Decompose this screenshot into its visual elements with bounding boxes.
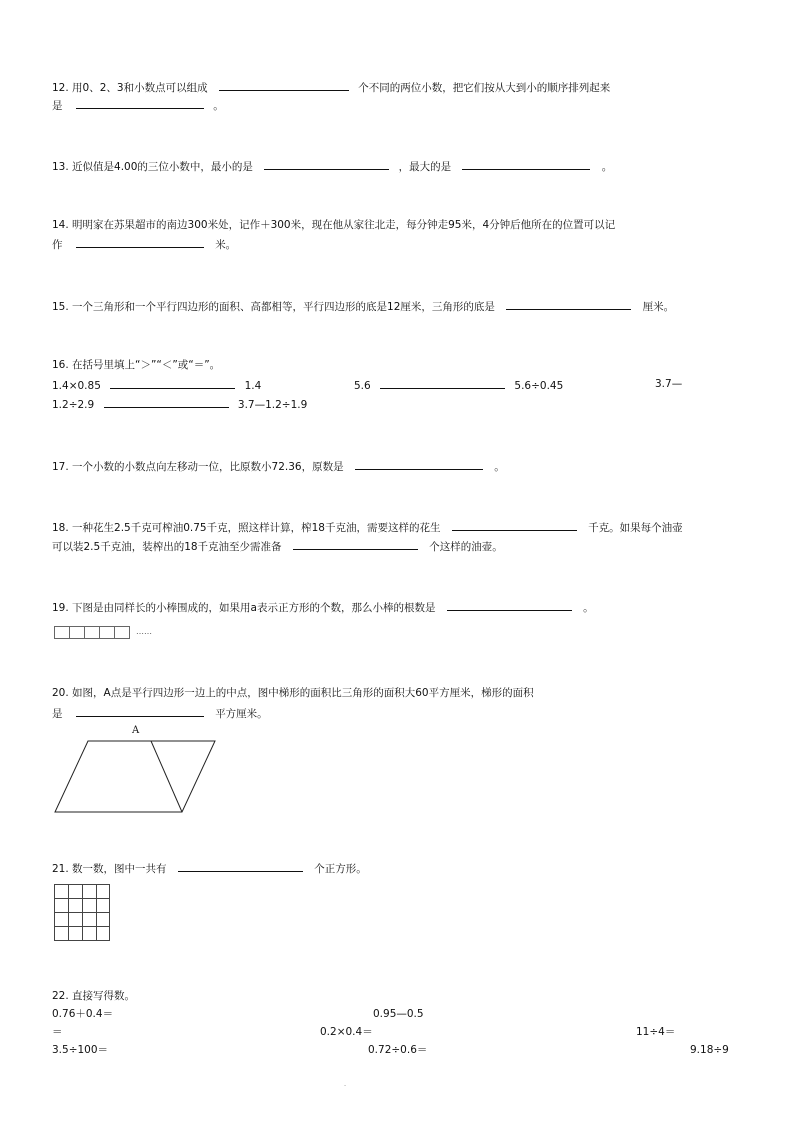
q21-text: 21. 数一数，图中一共有 xyxy=(52,863,167,875)
question-20-line1 xyxy=(52,686,534,700)
q15-text: 15. 一个三角形和一个平行四边形的面积、高都相等，平行四边形的底是12厘米，三角形的底是 xyxy=(52,301,495,313)
answer-blank[interactable] xyxy=(293,538,418,550)
question-19 xyxy=(52,599,594,615)
calc-item: 3.5÷100＝ xyxy=(52,1044,109,1056)
calc-item: 0.76＋0.4＝ xyxy=(52,1008,114,1020)
question-22-title: 22. 直接写得数。 xyxy=(52,990,136,1002)
answer-blank[interactable] xyxy=(110,377,235,389)
q16-expr: 1.4 xyxy=(244,380,262,392)
answer-blank[interactable] xyxy=(76,97,204,109)
q12-text: 12. 用0、2、3和小数点可以组成 xyxy=(52,82,208,94)
q16-expr: 5.6÷0.45 xyxy=(514,380,564,392)
answer-blank[interactable] xyxy=(452,519,577,531)
calc-item: 0.2×0.4＝ xyxy=(320,1026,373,1038)
q17-text: 17. 一个小数的小数点向左移动一位，比原数小72.36，原数是 xyxy=(52,461,344,473)
question-18-line1 xyxy=(52,519,683,535)
answer-blank[interactable] xyxy=(264,158,389,170)
answer-blank[interactable] xyxy=(462,158,590,170)
question-14-line1 xyxy=(52,218,615,232)
question-12-line1 xyxy=(52,79,610,95)
comparison-b xyxy=(354,377,563,393)
q18-text: 可以装2.5千克油，装榨出的18千克油至少需准备 xyxy=(52,541,282,553)
point-a-label: A xyxy=(132,725,140,736)
question-17 xyxy=(52,458,505,474)
answer-blank[interactable] xyxy=(178,860,303,872)
q18-text: 千克。如果每个油壶 xyxy=(588,522,683,534)
question-16-title: 16. 在括号里填上“＞”“＜”或“＝”。 xyxy=(52,359,221,371)
q16-expr: 5.6 xyxy=(354,380,371,392)
q18-text: 个这样的油壶。 xyxy=(429,541,503,553)
square-grid-figure xyxy=(54,884,114,946)
answer-blank[interactable] xyxy=(380,377,505,389)
q14-text: 作 xyxy=(52,239,63,251)
calc-item: 9.18÷9 xyxy=(690,1044,729,1056)
q15-text: 厘米。 xyxy=(642,301,675,313)
q12-text: 个不同的两位小数，把它们按从大到小的顺序排列起来 xyxy=(358,82,611,94)
answer-blank[interactable] xyxy=(76,705,204,717)
answer-blank[interactable] xyxy=(506,298,631,310)
q18-text: 18. 一种花生2.5千克可榨油0.75千克，照这样计算，榨18千克油，需要这样的花生 xyxy=(52,522,441,534)
question-15 xyxy=(52,298,674,314)
question-20-line2 xyxy=(52,705,268,721)
q19-text: 。 xyxy=(583,602,594,614)
q13-text: 。 xyxy=(601,161,613,173)
q13-text: ，最大的是 xyxy=(398,161,452,173)
question-21 xyxy=(52,860,367,876)
matchstick-squares-figure xyxy=(54,626,134,640)
q17-text: 。 xyxy=(494,461,505,473)
q13-text: 13. 近似值是4.00的三位小数中，最小的是 xyxy=(52,161,253,173)
answer-blank[interactable] xyxy=(76,236,204,248)
q16-expr: 1.4×0.85 xyxy=(52,380,101,392)
q12-text: 。 xyxy=(213,100,224,112)
q19-text: 19. 下图是由同样长的小棒围成的，如果用a表示正方形的个数，那么小棒的根数是 xyxy=(52,602,436,614)
answer-blank[interactable] xyxy=(355,458,483,470)
answer-blank[interactable] xyxy=(104,396,229,408)
question-12-line2 xyxy=(52,97,224,113)
ellipsis: …… xyxy=(136,627,152,636)
calc-item: 11÷4＝ xyxy=(636,1026,676,1038)
q14-text: 14. 明明家在苏果超市的南边300米处，记作＋300米，现在他从家往北走，每分钟走95米，4分钟后他所在的位置可以记 xyxy=(52,219,616,231)
answer-blank[interactable] xyxy=(219,79,349,91)
parallelogram-figure xyxy=(50,737,220,815)
comparison-c xyxy=(52,396,307,412)
question-13 xyxy=(52,158,612,174)
answer-blank[interactable] xyxy=(447,599,572,611)
calc-item: ＝ xyxy=(52,1026,63,1038)
q20-text: 20. 如图，A点是平行四边形一边上的中点，图中梯形的面积比三角形的面积大60平方厘米，梯形的面积 xyxy=(52,687,534,699)
calc-item: 0.95—0.5 xyxy=(373,1008,424,1020)
question-18-line2 xyxy=(52,538,503,554)
q20-text: 平方厘米。 xyxy=(215,708,268,720)
q21-text: 个正方形。 xyxy=(314,863,367,875)
q16-expr: 1.2÷2.9 xyxy=(52,399,95,411)
q12-text: 是 xyxy=(52,100,63,112)
q20-text: 是 xyxy=(52,708,63,720)
comparison-c-part1: 3.7— xyxy=(655,378,683,390)
calc-item: 0.72÷0.6＝ xyxy=(368,1044,428,1056)
q16-expr: 3.7—1.2÷1.9 xyxy=(237,399,308,411)
question-14-line2 xyxy=(52,236,236,252)
footer-mark: - xyxy=(344,1082,347,1089)
q14-text: 米。 xyxy=(215,239,237,251)
comparison-a xyxy=(52,377,261,393)
